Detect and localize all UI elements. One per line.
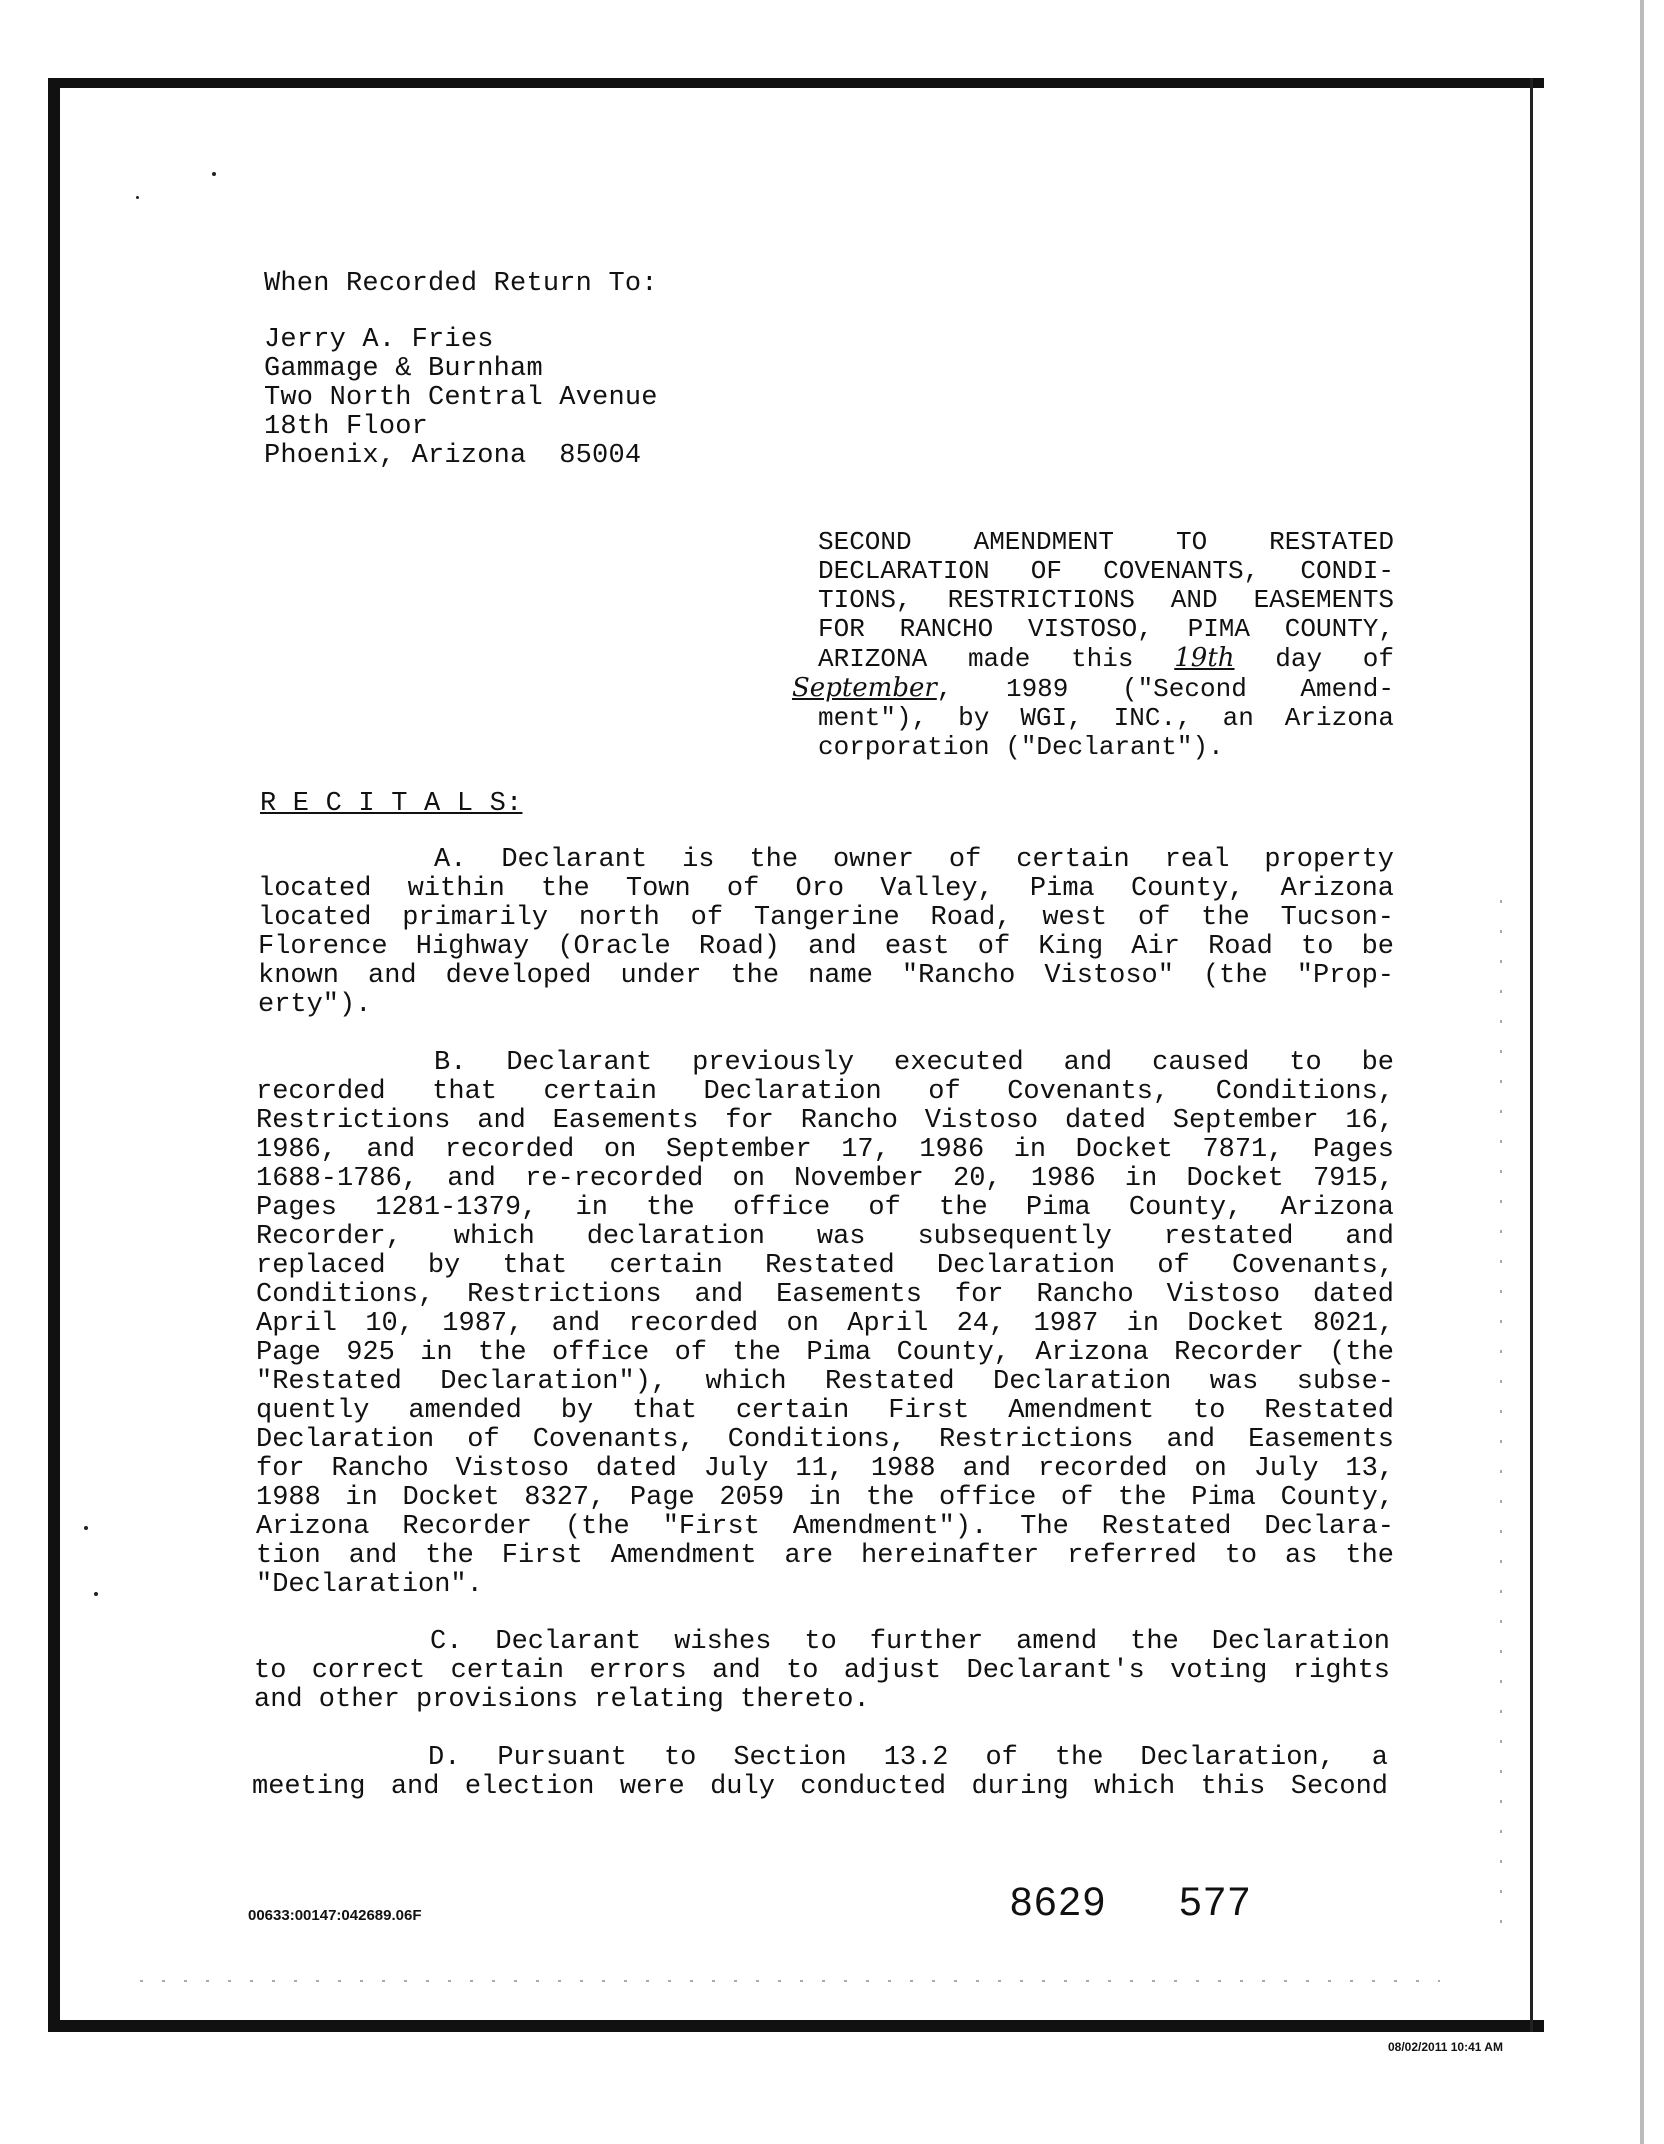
scan-noise [140, 1980, 1440, 1982]
title-fragment: ARIZONA made this [818, 644, 1134, 674]
recital-line: quently amended by that certain First Amendment to Restated [256, 1396, 1394, 1426]
recital-line: for Rancho Vistoso dated July 11, 1988 and recorded on July 13, [256, 1454, 1394, 1484]
scan-timestamp: 08/02/2011 10:41 AM [1388, 2040, 1503, 2054]
title-line: TIONS, RESTRICTIONS AND EASEMENTS [818, 585, 1394, 615]
recital-line: Conditions, Restrictions and Easements for Rancho Vistoso dated [256, 1280, 1394, 1310]
recital-a [258, 846, 1394, 1020]
scan-edge [1640, 0, 1644, 2144]
recital-line: Arizona Recorder (the "First Amendment"). The Restated Declara- [256, 1512, 1394, 1542]
recitals-heading: R E C I T A L S: [260, 789, 523, 819]
recital-line: Florence Highway (Oracle Road) and east of King Air Road to be [258, 932, 1394, 962]
title-line-date [792, 674, 1394, 704]
recital-line: C. Declarant wishes to further amend the Declaration [430, 1627, 1390, 1657]
title-line: DECLARATION OF COVENANTS, CONDI- [818, 556, 1394, 586]
docket-page-number [1010, 1880, 1252, 1925]
recital-line: 1986, and recorded on September 17, 1986 in Docket 7871, Pages [256, 1135, 1394, 1165]
document-code: 00633:00147:042689.06F [248, 1907, 422, 1924]
recital-line: Declaration of Covenants, Conditions, Restrictions and Easements [256, 1425, 1394, 1455]
scan-speck [136, 196, 139, 199]
recital-line: tion and the First Amendment are hereinafter referred to as the [256, 1541, 1394, 1571]
recital-line: B. Declarant previously executed and caused to be [434, 1048, 1394, 1078]
recital-line: located within the Town of Oro Valley, Pima County, Arizona [258, 874, 1394, 904]
recital-line: 1688-1786, and re-recorded on November 20, 1986 in Docket 7915, [256, 1164, 1394, 1194]
recital-line: Restrictions and Easements for Rancho Vistoso dated September 16, [256, 1106, 1394, 1136]
handwritten-day: 19th [1174, 643, 1235, 673]
recital-line: April 10, 1987, and recorded on April 24, 1987 in Docket 8021, [256, 1309, 1394, 1339]
page-border-right [1530, 78, 1533, 2032]
recital-c [254, 1628, 1390, 1715]
title-line: corporation ("Declarant"). [818, 732, 1224, 762]
recital-line: D. Pursuant to Section 13.2 of the Declaration, a [428, 1743, 1388, 1773]
recital-line: "Restated Declaration"), which Restated Declaration was subse- [256, 1367, 1394, 1397]
return-to-line: 18th Floor [264, 412, 429, 442]
page-number: 577 [1179, 1880, 1252, 1924]
handwritten-month: September [792, 673, 937, 703]
recital-line: known and developed under the name "Rancho Vistoso" (the "Prop- [258, 961, 1394, 991]
recital-b [256, 1049, 1394, 1600]
recital-line: Page 925 in the office of the Pima County, Arizona Recorder (the [256, 1338, 1394, 1368]
return-to-line: Jerry A. Fries [264, 325, 494, 355]
title-line: ment"), by WGI, INC., an Arizona [818, 703, 1394, 733]
recital-line: "Declaration". [256, 1570, 483, 1600]
recital-line: recorded that certain Declaration of Covenants, Conditions, [256, 1077, 1394, 1107]
recital-line: replaced by that certain Restated Declaration of Covenants, [256, 1251, 1394, 1281]
title-fragment: day of [1275, 644, 1394, 674]
return-to-line: Gammage & Burnham [264, 354, 543, 384]
title-block [792, 527, 1394, 762]
scan-noise [1500, 900, 1502, 1950]
recital-line: meeting and election were duly conducted during which this Second [252, 1772, 1388, 1802]
return-to-heading: When Recorded Return To: [264, 269, 658, 299]
scan-speck [84, 1526, 88, 1530]
title-fragment: , 1989 ("Second Amend- [936, 674, 1394, 704]
recital-line: to correct certain errors and to adjust Declarant's voting rights [254, 1656, 1390, 1686]
recital-d [252, 1744, 1388, 1802]
scan-speck [94, 1592, 98, 1596]
return-to-line: Two North Central Avenue [264, 383, 658, 413]
scan-speck [212, 172, 216, 176]
title-line: FOR RANCHO VISTOSO, PIMA COUNTY, [818, 614, 1394, 644]
recital-line: Recorder, which declaration was subsequently restated and [256, 1222, 1394, 1252]
return-to-line: Phoenix, Arizona 85004 [264, 441, 642, 471]
title-line-made [818, 644, 1394, 674]
title-line: SECOND AMENDMENT TO RESTATED [818, 527, 1394, 557]
recital-line: located primarily north of Tangerine Road, west of the Tucson- [258, 903, 1394, 933]
recital-line: 1988 in Docket 8327, Page 2059 in the office of the Pima County, [256, 1483, 1394, 1513]
recital-line: erty"). [258, 990, 372, 1020]
recital-line: A. Declarant is the owner of certain real property [434, 845, 1394, 875]
recital-line: and other provisions relating thereto. [254, 1685, 870, 1715]
docket-number: 8629 [1010, 1880, 1107, 1924]
recital-line: Pages 1281-1379, in the office of the Pima County, Arizona [256, 1193, 1394, 1223]
